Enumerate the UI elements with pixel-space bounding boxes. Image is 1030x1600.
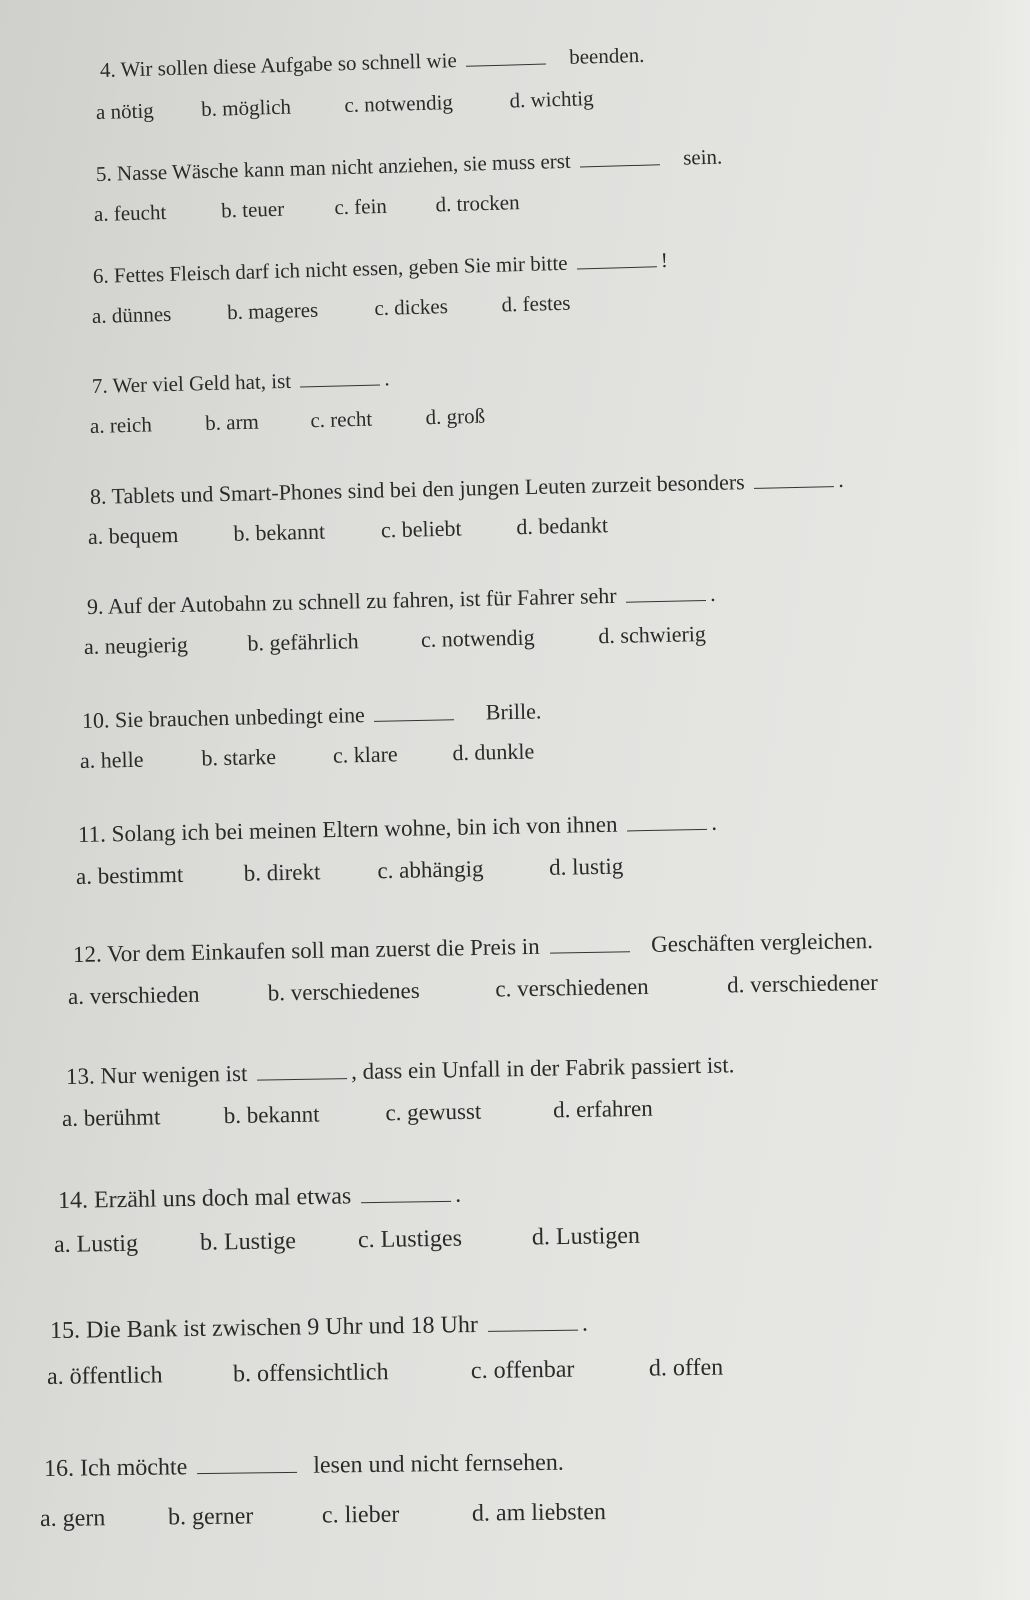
question-text: Vor dem Einkaufen soll man zuerst die Preis in [106,933,540,967]
question-text-end: lesen und nicht fernsehen. [313,1449,565,1479]
question-text-end: . [383,366,390,391]
option-b[interactable]: b. bekannt [223,1101,320,1129]
option-c[interactable]: c. beliebt [380,515,462,543]
option-c[interactable]: c. dickes [374,294,449,321]
options-11 [76,853,624,890]
option-b[interactable]: b. möglich [200,94,292,122]
answer-blank[interactable] [257,1078,347,1081]
option-d[interactable]: d. am liebsten [471,1499,607,1527]
question-6 [93,248,668,289]
options-4 [96,86,594,125]
option-a[interactable]: a. bestimmt [75,861,184,889]
option-a[interactable]: a. dünnes [91,301,172,328]
options-16 [40,1499,606,1533]
question-number: 12. [72,941,102,967]
question-text: Sie brauchen unbedingt eine [114,702,366,733]
option-b[interactable]: b. offensichtlich [232,1359,389,1388]
answer-blank[interactable] [300,384,380,387]
question-text: Nur wenigen ist [100,1060,248,1089]
question-text-end: sein. [682,144,723,170]
question-number: 7. [91,373,109,398]
options-10 [80,738,535,774]
options-6 [92,291,571,329]
question-number: 9. [86,593,104,619]
option-d[interactable]: d. Lustigen [531,1222,641,1251]
option-d[interactable]: d. dunkle [452,738,535,766]
question-9 [87,581,716,620]
options-5 [94,190,520,227]
option-d[interactable]: d. bedankt [516,512,609,540]
option-a[interactable]: a nötig [95,98,155,124]
answer-blank[interactable] [466,64,546,67]
answer-blank[interactable] [374,719,454,722]
question-number: 4. [99,57,117,82]
question-7 [92,366,390,399]
answer-blank[interactable] [754,486,834,489]
option-a[interactable]: a. neugierig [83,631,189,659]
option-d[interactable]: d. festes [501,290,571,317]
answer-blank[interactable] [197,1472,297,1474]
option-a[interactable]: a. verschieden [67,981,200,1009]
option-a[interactable]: a. feucht [93,199,167,226]
question-8 [90,467,844,510]
options-9 [84,621,706,660]
option-b[interactable]: b. gerner [167,1503,254,1531]
question-number: 10. [81,707,110,733]
option-c[interactable]: c. fein [334,193,388,220]
options-8 [88,512,609,550]
options-15 [47,1355,724,1391]
option-c[interactable]: c. notwendig [344,90,454,118]
option-b[interactable]: b. arm [204,409,260,435]
question-text-end: . [454,1181,462,1208]
option-c[interactable]: c. verschiedenen [495,973,649,1002]
option-b[interactable]: b. direkt [243,859,321,886]
option-d[interactable]: d. wichtig [509,86,594,113]
option-d[interactable]: d. lustig [548,853,624,880]
option-c[interactable]: c. recht [310,406,373,433]
question-number: 8. [89,483,107,509]
option-b[interactable]: b. teuer [220,196,285,223]
question-number: 13. [65,1063,95,1089]
question-text: Fettes Fleisch darf ich nicht essen, geben Sie mir bitte [113,250,568,288]
question-11 [78,810,717,848]
option-a[interactable]: a. berühmt [61,1104,161,1131]
question-text: Wir sollen diese Aufgabe so schnell wie [120,48,458,82]
question-text: Tablets und Smart-Phones sind bei den jungen Leuten zurzeit besonders [111,469,745,509]
question-text-end: Geschäften vergleichen. [650,928,874,957]
options-14 [54,1223,640,1259]
option-a[interactable]: a. öffentlich [46,1362,163,1390]
option-c[interactable]: c. abhängig [377,856,484,884]
question-text: Nasse Wäsche kann man nicht anziehen, sie muss erst [116,148,572,186]
question-15 [50,1310,588,1345]
option-c[interactable]: c. Lustiges [357,1225,463,1254]
answer-blank[interactable] [361,1201,451,1203]
question-12 [73,928,873,968]
option-b[interactable]: b. Lustige [199,1228,297,1256]
question-text-end: . [581,1310,589,1337]
option-c[interactable]: c. gewusst [385,1098,482,1126]
question-text-end: beenden. [568,42,645,69]
option-c[interactable]: c. klare [332,741,398,768]
option-b[interactable]: b. verschiedenes [267,977,420,1006]
question-number: 14. [57,1187,89,1214]
question-5 [96,145,723,187]
question-text-end: Brille. [485,698,542,725]
question-text: Ich möchte [79,1454,188,1482]
option-b[interactable]: b. starke [201,743,277,771]
page-edge-highlight [970,0,1030,1600]
question-text-end: . [709,580,716,606]
question-text-end: . [710,809,718,835]
answer-blank[interactable] [626,600,706,603]
answer-blank[interactable] [577,266,657,269]
option-d[interactable]: d. verschiedener [726,969,879,998]
option-d[interactable]: d. erfahren [552,1095,653,1123]
question-number: 6. [92,263,110,288]
question-text: Solang ich bei meinen Eltern wohne, bin ich von ihnen [111,811,618,847]
question-text-end: , dass ein Unfall in der Fabrik passiert ist. [350,1052,735,1085]
option-a[interactable]: a. reich [89,412,153,438]
question-text: Erzähl uns doch mal etwas [93,1183,352,1214]
option-b[interactable]: b. gefährlich [247,628,359,656]
option-a[interactable]: a. Lustig [53,1230,139,1258]
question-number: 5. [95,161,113,186]
options-12 [68,970,878,1010]
option-c[interactable]: c. offenbar [470,1356,575,1385]
question-text: Die Bank ist zwischen 9 Uhr und 18 Uhr [85,1312,479,1344]
answer-blank[interactable] [488,1330,578,1332]
options-7 [90,404,486,439]
question-10 [82,698,542,734]
question-number: 11. [77,821,107,847]
option-c[interactable]: c. lieber [321,1501,400,1529]
answer-blank[interactable] [550,951,630,953]
question-text-end: ! [660,247,669,273]
question-text: Wer viel Geld hat, ist [112,368,292,398]
question-14 [58,1182,462,1215]
option-c[interactable]: c. notwendig [420,624,535,652]
option-a[interactable]: a. gern [39,1505,106,1532]
answer-blank[interactable] [580,164,660,167]
option-a[interactable]: a. bequem [87,521,179,549]
option-a[interactable]: a. helle [79,746,144,773]
question-number: 16. [43,1455,75,1482]
option-b[interactable]: b. mageres [226,297,319,325]
question-13 [66,1052,735,1090]
option-d[interactable]: d. groß [425,403,486,430]
option-d[interactable]: d. offen [648,1354,724,1382]
option-d[interactable]: d. trocken [435,190,520,217]
option-d[interactable]: d. schwierig [598,620,707,649]
option-b[interactable]: b. bekannt [233,518,326,546]
answer-blank[interactable] [627,829,707,832]
options-13 [62,1096,653,1132]
question-text: Auf der Autobahn zu schnell zu fahren, ist für Fahrer sehr [107,582,617,619]
question-text-end: . [837,466,844,493]
question-number: 15. [49,1317,81,1344]
question-4 [100,43,645,83]
question-16 [44,1450,564,1483]
